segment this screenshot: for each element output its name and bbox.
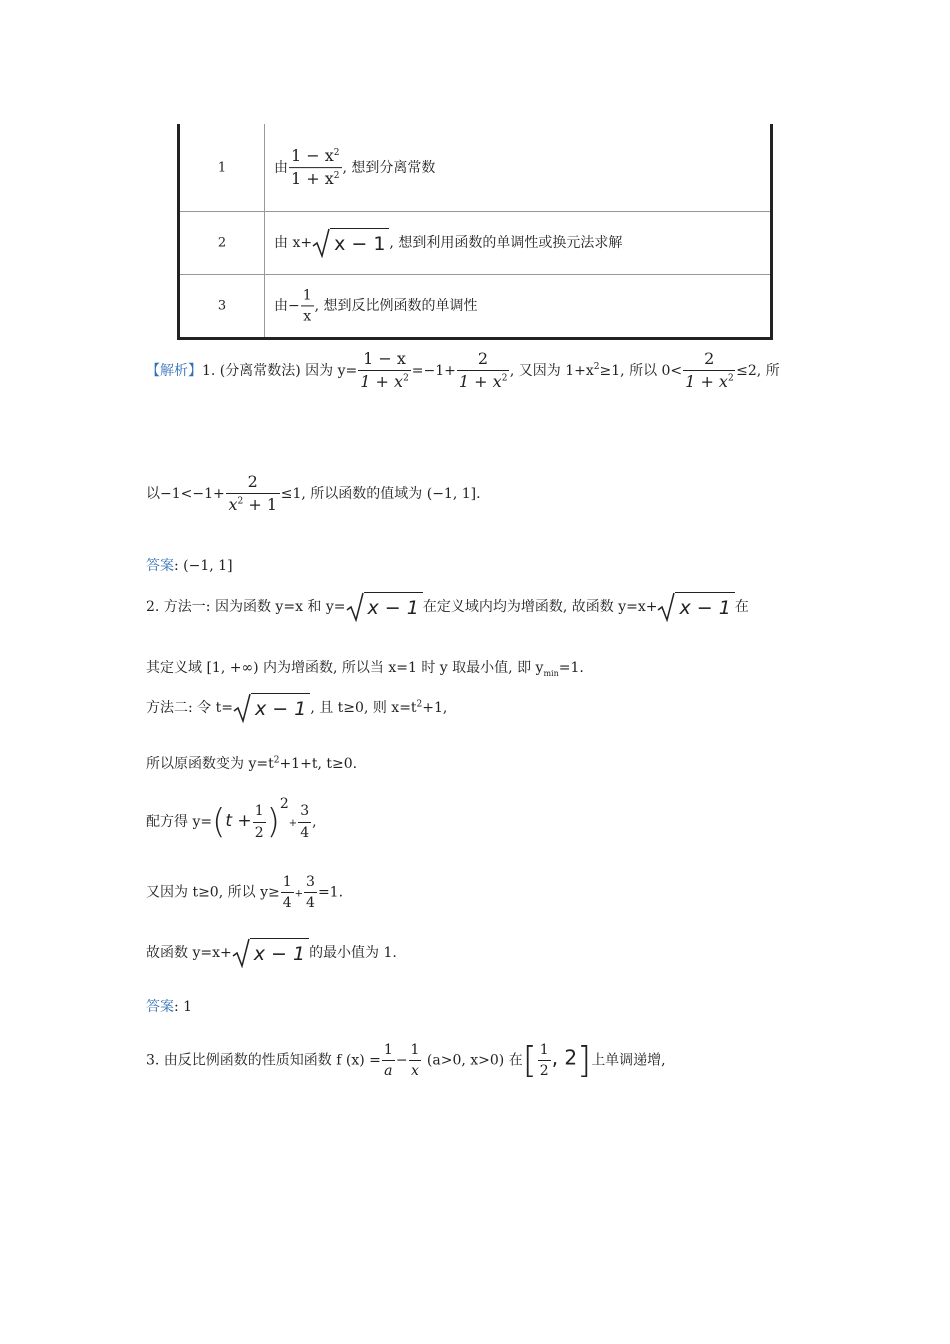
answer-2: 答案: 1	[146, 999, 193, 1015]
cell-divider	[264, 275, 265, 337]
hint-table	[177, 124, 773, 340]
row-description: 由 $\frac{1 - x^2}{1 + x^2}$ , 想到分离常数	[274, 145, 436, 188]
analysis-line-3: 2. 方法一: 因为函数 y=x 和 y= x − 1 在定义域内均为增函数, 故函数 y=x+ x − 1 在	[146, 592, 749, 622]
analysis-line-4: 其定义域 [1, +∞) 内为增函数, 所以当 x=1 时 y 取最小值, 即 $y_{min}=1$.	[146, 660, 584, 678]
analysis-line-6: 所以原函数变为 $y=t^2+1+t$, t≥0.	[146, 755, 358, 772]
fraction: $\frac{1}{x}$	[302, 287, 312, 325]
answer-1: 答案: (−1, 1]	[146, 558, 233, 574]
fraction: $\frac{3}{4}$	[300, 803, 310, 841]
radical: x − 1	[232, 938, 309, 968]
row-number: 2	[217, 235, 227, 251]
radical: x − 1	[346, 592, 423, 622]
radical: x − 1	[312, 228, 389, 258]
row-number: 3	[217, 298, 227, 314]
analysis-line-5: 方法二: 令 t= x − 1 , 且 t≥0, 则 $x=t^2+1$,	[146, 693, 447, 723]
fraction: $\frac{1 - x^2}{1 + x^2}$	[291, 145, 340, 188]
cell-divider	[264, 124, 265, 211]
fraction: $\frac{2}{x^2 + 1}$	[226, 473, 280, 515]
table-row	[180, 275, 770, 337]
fraction: $\frac{1}{4}$	[282, 874, 292, 912]
table-row	[180, 212, 770, 275]
row-description: 由 x+ x − 1 , 想到利用函数的单调性或换元法求解	[274, 228, 622, 258]
fraction: $\frac{3}{4}$	[306, 874, 315, 912]
fraction: $\frac{1}{2}$	[254, 803, 264, 841]
radical: x − 1	[233, 693, 310, 723]
analysis-line-2: 以−1<−1+ $\frac{2}{x^2 + 1}$ ≤1, 所以函数的值域为 (−1, 1].	[146, 472, 481, 515]
fraction: $\frac{2}{1 + x^2}$	[685, 349, 734, 392]
table-row	[180, 124, 770, 212]
row-description: 由− $\frac{1}{x}$ , 想到反比例函数的单调性	[274, 287, 478, 325]
analysis-line-8: 又因为 t≥0, 所以 y≥ $\frac{1}{4}$ + $\frac{3}{4}$ =1.	[146, 874, 344, 912]
radical: x − 1	[657, 592, 734, 622]
fraction: $\frac{2}{1 + x^2}$	[458, 349, 508, 392]
fraction: $\frac{1}{x}$	[410, 1041, 420, 1079]
cell-divider	[264, 212, 265, 274]
analysis-line-7: 配方得 y=(t + $\frac{1}{2}$ )$^2$+ $\frac{3}{4}$ ,	[146, 796, 317, 842]
analysis-line-1: 【解析】1. (分离常数法) 因为 y= $\frac{1 - x}{1 + x^2}$ =−1+ $\frac{2}{1 + x^2}$ , 又因为 $1+x^2\ge 1$, 所以 0< $\frac{2}{1 + x^2}$ ≤2, 所	[146, 349, 780, 392]
analysis-tag: 【解析】	[146, 362, 202, 379]
analysis-line-10: 3. 由反比例函数的性质知函数 f (x) = $\frac{1}{a}$ − $\frac{1}{x}$ (a>0, x>0) 在[ $\frac{1}{2}$ , 2]上单调递增,	[146, 1040, 666, 1081]
fraction: $\frac{1}{2}$	[539, 1041, 549, 1079]
fraction: $\frac{1 - x}{1 + x^2}$	[360, 349, 409, 392]
fraction: $\frac{1}{a}$	[383, 1041, 393, 1079]
analysis-line-9: 故函数 y=x+ x − 1 的最小值为 1.	[146, 938, 397, 968]
row-number: 1	[217, 160, 227, 175]
